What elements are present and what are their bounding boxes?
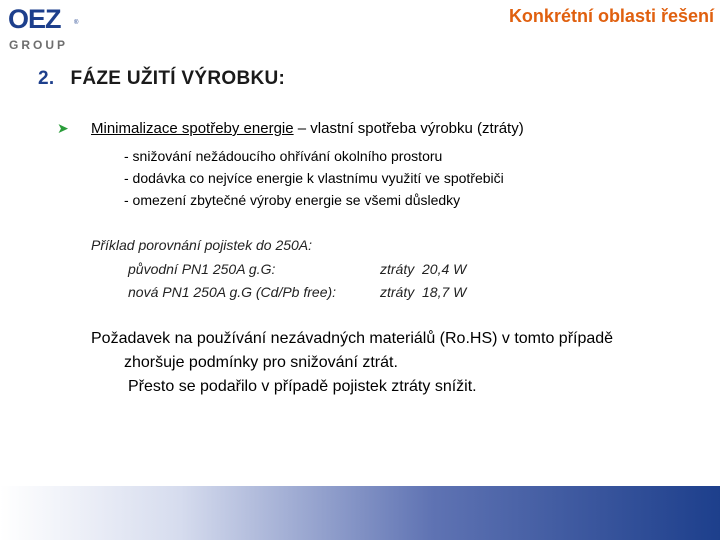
section-number: 2. (38, 68, 55, 89)
example-row-value: ztráty 20,4 W (380, 261, 467, 277)
logo-registered-mark: ® (74, 20, 79, 26)
section-title: FÁZE UŽITÍ VÝROBKU: (70, 68, 286, 89)
example-row-label: původní PN1 250A g.G: (128, 261, 276, 277)
oez-group-logo (8, 4, 78, 54)
logo-subtitle: GROUP (9, 38, 69, 52)
bullet-underlined-text: Minimalizace spotřeby energie (91, 120, 294, 137)
bullet-subitem: - omezení zbytečné výroby energie se všemi důsledky (124, 192, 461, 208)
example-heading: Příklad porovnání pojistek do 250A: (91, 237, 313, 253)
bullet-rest-text: – vlastní spotřeba výrobku (ztráty) (293, 120, 524, 137)
arrow-bullet-icon: ➤ (57, 120, 69, 136)
bullet-subitem: - dodávka co nejvíce energie k vlastnímu využití ve spotřebiči (124, 170, 504, 186)
logo-wordmark: OEZ (8, 4, 61, 34)
requirement-line: Požadavek na používání nezávadných materiálů (Ro.HS) v tomto případě (91, 330, 614, 347)
slide-header-title: Konkrétní oblasti řešení (508, 6, 714, 26)
example-row-value: ztráty 18,7 W (380, 284, 467, 300)
example-row-label: nová PN1 250A g.G (Cd/Pb free): (128, 284, 337, 300)
bullet-subitem: - snižování nežádoucího ohřívání okolního prostoru (124, 148, 443, 164)
footer-decoration-band (0, 486, 720, 540)
main-bullet (57, 120, 524, 137)
requirement-conclusion: Přesto se podařilo v případě pojistek ztráty snížit. (128, 378, 477, 395)
requirement-line: zhoršuje podmínky pro snižování ztrát. (124, 354, 398, 371)
section-heading (38, 68, 285, 90)
